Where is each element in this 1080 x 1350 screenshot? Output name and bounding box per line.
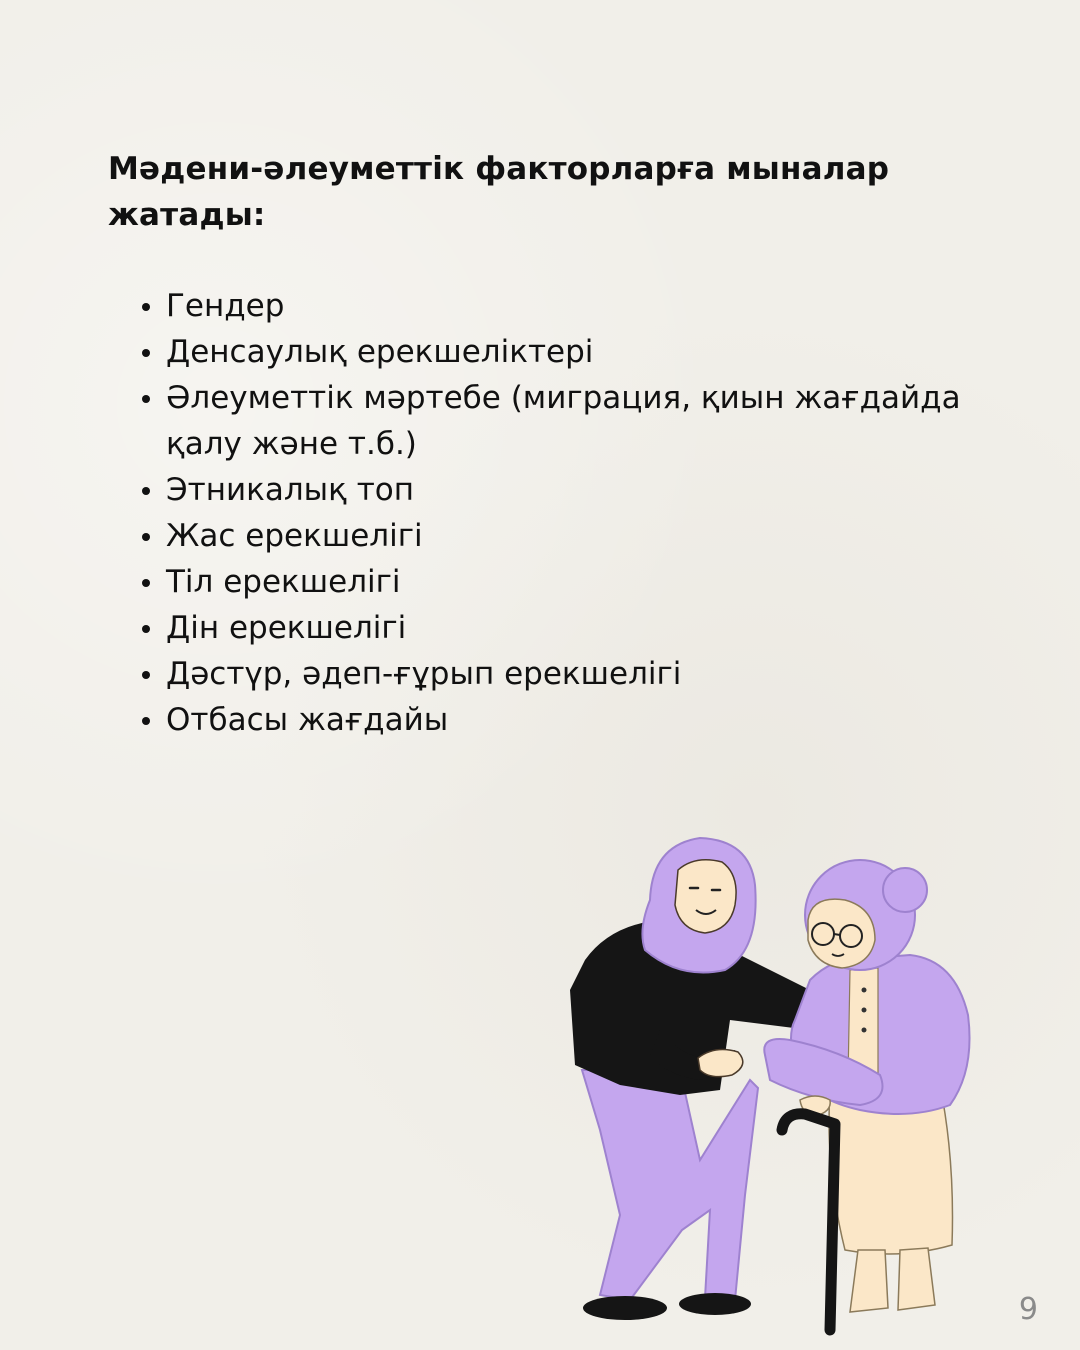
caregiver-shoe-left xyxy=(583,1296,667,1320)
list-item-label: Денсаулық ерекшеліктері xyxy=(166,334,594,370)
list-item xyxy=(140,329,970,375)
caregiver-legs xyxy=(582,1070,758,1300)
list-item xyxy=(140,283,970,329)
list-item-label: Дін ерекшелігі xyxy=(166,610,407,646)
elderly-button-1 xyxy=(862,988,867,993)
list-item-label: Этникалық топ xyxy=(166,472,414,508)
list-item-label: Әлеуметтік мәртебе (миграция, қиын жағдайда қалу және т.б.) xyxy=(166,380,961,462)
elderly-leg-left xyxy=(850,1250,888,1312)
bullet-icon xyxy=(142,625,150,633)
list-item xyxy=(140,513,970,559)
bullet-icon xyxy=(142,303,150,311)
list-item xyxy=(140,375,970,467)
elderly-leg-right xyxy=(898,1248,935,1310)
caregiver-face xyxy=(675,860,736,933)
list-item xyxy=(140,559,970,605)
list-item xyxy=(140,651,970,697)
bullet-icon xyxy=(142,533,150,541)
bullet-icon xyxy=(142,349,150,357)
list-item xyxy=(140,697,970,743)
caregiver-helping-elderly-woman-illustration xyxy=(560,830,990,1340)
bullet-icon xyxy=(142,579,150,587)
bullet-icon xyxy=(142,395,150,403)
list-item xyxy=(140,467,970,513)
walking-cane xyxy=(782,1114,835,1330)
factor-list xyxy=(140,283,970,743)
list-item-label: Тіл ерекшелігі xyxy=(166,564,401,600)
list-item-label: Отбасы жағдайы xyxy=(166,702,449,738)
list-item-label: Дәстүр, әдеп-ғұрып ерекшелігі xyxy=(166,656,682,692)
list-item xyxy=(140,605,970,651)
caregiver-shoe-right xyxy=(679,1293,751,1315)
glasses-bridge xyxy=(834,934,840,935)
page-heading: Мәдени-әлеуметтік факторларға мыналар жатады: xyxy=(108,151,890,233)
page-number: 9 xyxy=(1018,1292,1038,1327)
elderly-woman-figure xyxy=(764,860,969,1330)
elderly-button-2 xyxy=(862,1008,867,1013)
list-item-label: Гендер xyxy=(166,288,285,324)
bullet-icon xyxy=(142,671,150,679)
caregiver-hand xyxy=(698,1050,743,1077)
elderly-hair-bun xyxy=(883,868,927,912)
bullet-icon xyxy=(142,717,150,725)
bullet-icon xyxy=(142,487,150,495)
elderly-button-3 xyxy=(862,1028,867,1033)
list-item-label: Жас ерекшелігі xyxy=(166,518,423,554)
